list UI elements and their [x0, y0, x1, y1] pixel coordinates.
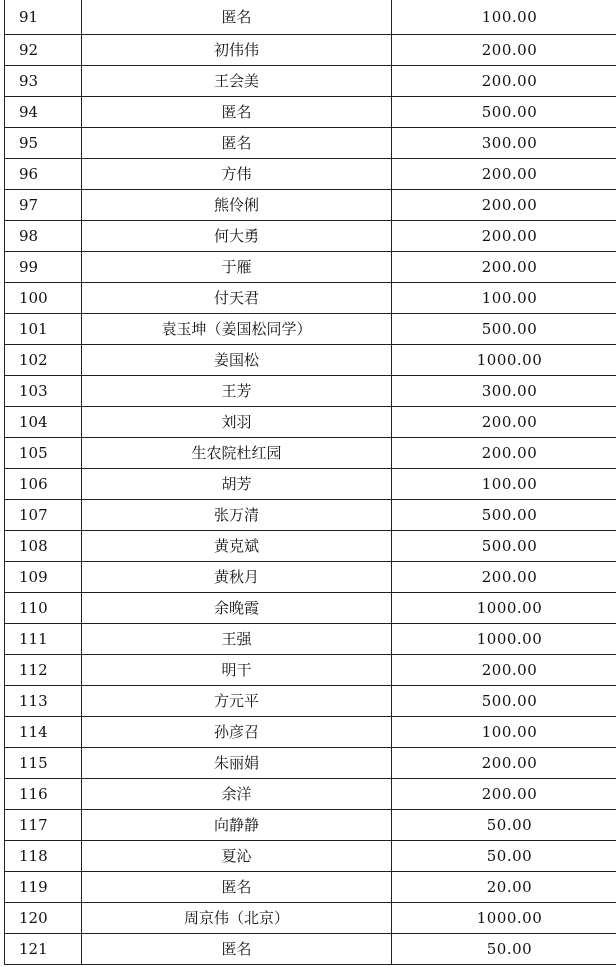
row-number-cell: 100	[5, 283, 82, 314]
donor-name-cell: 袁玉坤（姜国松同学）	[82, 314, 392, 345]
table-row	[5, 717, 616, 748]
table-row	[5, 903, 616, 934]
donation-amount-cell: 20.00	[392, 872, 616, 903]
donation-amount-cell: 50.00	[392, 934, 616, 965]
donation-amount-cell: 100.00	[392, 0, 616, 35]
donation-amount-cell: 200.00	[392, 779, 616, 810]
donation-amount-cell: 1000.00	[392, 593, 616, 624]
row-number-cell: 92	[5, 35, 82, 66]
table-row	[5, 934, 616, 965]
row-number-cell: 107	[5, 500, 82, 531]
row-number-cell: 110	[5, 593, 82, 624]
table-row	[5, 376, 616, 407]
table-row	[5, 221, 616, 252]
donation-table-body	[5, 0, 616, 965]
donation-amount-cell: 100.00	[392, 469, 616, 500]
donor-name-cell: 方伟	[82, 159, 392, 190]
table-row	[5, 469, 616, 500]
row-number-cell: 97	[5, 190, 82, 221]
donor-name-cell: 王会美	[82, 66, 392, 97]
donation-amount-cell: 500.00	[392, 686, 616, 717]
donor-name-cell: 匿名	[82, 128, 392, 159]
donation-amount-cell: 300.00	[392, 128, 616, 159]
donor-name-cell: 明干	[82, 655, 392, 686]
donor-name-cell: 向静静	[82, 810, 392, 841]
donation-amount-cell: 200.00	[392, 748, 616, 779]
row-number-cell: 95	[5, 128, 82, 159]
table-row	[5, 438, 616, 469]
row-number-cell: 94	[5, 97, 82, 128]
donation-table	[4, 0, 616, 965]
donation-amount-cell: 500.00	[392, 531, 616, 562]
donor-name-cell: 胡芳	[82, 469, 392, 500]
table-row	[5, 407, 616, 438]
donor-name-cell: 匿名	[82, 872, 392, 903]
donation-amount-cell: 1000.00	[392, 345, 616, 376]
donation-amount-cell: 200.00	[392, 221, 616, 252]
row-number-cell: 91	[5, 0, 82, 35]
donor-name-cell: 黄秋月	[82, 562, 392, 593]
donor-name-cell: 何大勇	[82, 221, 392, 252]
row-number-cell: 96	[5, 159, 82, 190]
table-row	[5, 810, 616, 841]
table-row	[5, 252, 616, 283]
row-number-cell: 105	[5, 438, 82, 469]
row-number-cell: 93	[5, 66, 82, 97]
table-row	[5, 655, 616, 686]
donor-name-cell: 姜国松	[82, 345, 392, 376]
row-number-cell: 103	[5, 376, 82, 407]
donor-name-cell: 付天君	[82, 283, 392, 314]
donor-name-cell: 生农院杜红园	[82, 438, 392, 469]
donation-amount-cell: 200.00	[392, 407, 616, 438]
donation-amount-cell: 100.00	[392, 717, 616, 748]
donation-amount-cell: 1000.00	[392, 903, 616, 934]
donor-name-cell: 余晚霞	[82, 593, 392, 624]
table-row	[5, 686, 616, 717]
donation-amount-cell: 500.00	[392, 314, 616, 345]
table-row	[5, 97, 616, 128]
donor-name-cell: 于雁	[82, 252, 392, 283]
donor-name-cell: 匿名	[82, 0, 392, 35]
donation-amount-cell: 500.00	[392, 97, 616, 128]
row-number-cell: 113	[5, 686, 82, 717]
row-number-cell: 108	[5, 531, 82, 562]
row-number-cell: 112	[5, 655, 82, 686]
donor-name-cell: 王强	[82, 624, 392, 655]
table-row	[5, 748, 616, 779]
donor-name-cell: 刘羽	[82, 407, 392, 438]
row-number-cell: 111	[5, 624, 82, 655]
table-row	[5, 345, 616, 376]
table-row	[5, 283, 616, 314]
row-number-cell: 118	[5, 841, 82, 872]
table-row	[5, 190, 616, 221]
donation-amount-cell: 50.00	[392, 841, 616, 872]
donor-name-cell: 方元平	[82, 686, 392, 717]
table-row	[5, 0, 616, 35]
table-row	[5, 500, 616, 531]
donor-name-cell: 孙彦召	[82, 717, 392, 748]
row-number-cell: 115	[5, 748, 82, 779]
row-number-cell: 98	[5, 221, 82, 252]
donor-name-cell: 张万清	[82, 500, 392, 531]
donor-name-cell: 熊伶俐	[82, 190, 392, 221]
table-row	[5, 314, 616, 345]
donation-amount-cell: 200.00	[392, 252, 616, 283]
donation-amount-cell: 50.00	[392, 810, 616, 841]
row-number-cell: 120	[5, 903, 82, 934]
donation-amount-cell: 200.00	[392, 438, 616, 469]
donor-name-cell: 匿名	[82, 97, 392, 128]
donation-amount-cell: 100.00	[392, 283, 616, 314]
donor-name-cell: 王芳	[82, 376, 392, 407]
donation-amount-cell: 200.00	[392, 159, 616, 190]
table-row	[5, 531, 616, 562]
donation-amount-cell: 500.00	[392, 500, 616, 531]
row-number-cell: 116	[5, 779, 82, 810]
donation-amount-cell: 200.00	[392, 655, 616, 686]
donor-name-cell: 匿名	[82, 934, 392, 965]
table-row	[5, 128, 616, 159]
table-row	[5, 872, 616, 903]
donor-name-cell: 朱丽娟	[82, 748, 392, 779]
donation-amount-cell: 300.00	[392, 376, 616, 407]
donor-name-cell: 夏沁	[82, 841, 392, 872]
table-row	[5, 779, 616, 810]
table-row	[5, 159, 616, 190]
donor-name-cell: 余洋	[82, 779, 392, 810]
row-number-cell: 109	[5, 562, 82, 593]
table-row	[5, 66, 616, 97]
row-number-cell: 117	[5, 810, 82, 841]
row-number-cell: 99	[5, 252, 82, 283]
row-number-cell: 121	[5, 934, 82, 965]
row-number-cell: 114	[5, 717, 82, 748]
donation-amount-cell: 200.00	[392, 190, 616, 221]
donation-amount-cell: 200.00	[392, 35, 616, 66]
row-number-cell: 102	[5, 345, 82, 376]
table-row	[5, 562, 616, 593]
table-row	[5, 35, 616, 66]
row-number-cell: 106	[5, 469, 82, 500]
table-row	[5, 624, 616, 655]
donation-amount-cell: 200.00	[392, 562, 616, 593]
table-row	[5, 841, 616, 872]
donation-amount-cell: 1000.00	[392, 624, 616, 655]
table-row	[5, 593, 616, 624]
row-number-cell: 119	[5, 872, 82, 903]
donor-name-cell: 黄克斌	[82, 531, 392, 562]
donor-name-cell: 初伟伟	[82, 35, 392, 66]
row-number-cell: 101	[5, 314, 82, 345]
donation-amount-cell: 200.00	[392, 66, 616, 97]
row-number-cell: 104	[5, 407, 82, 438]
donor-name-cell: 周京伟（北京）	[82, 903, 392, 934]
